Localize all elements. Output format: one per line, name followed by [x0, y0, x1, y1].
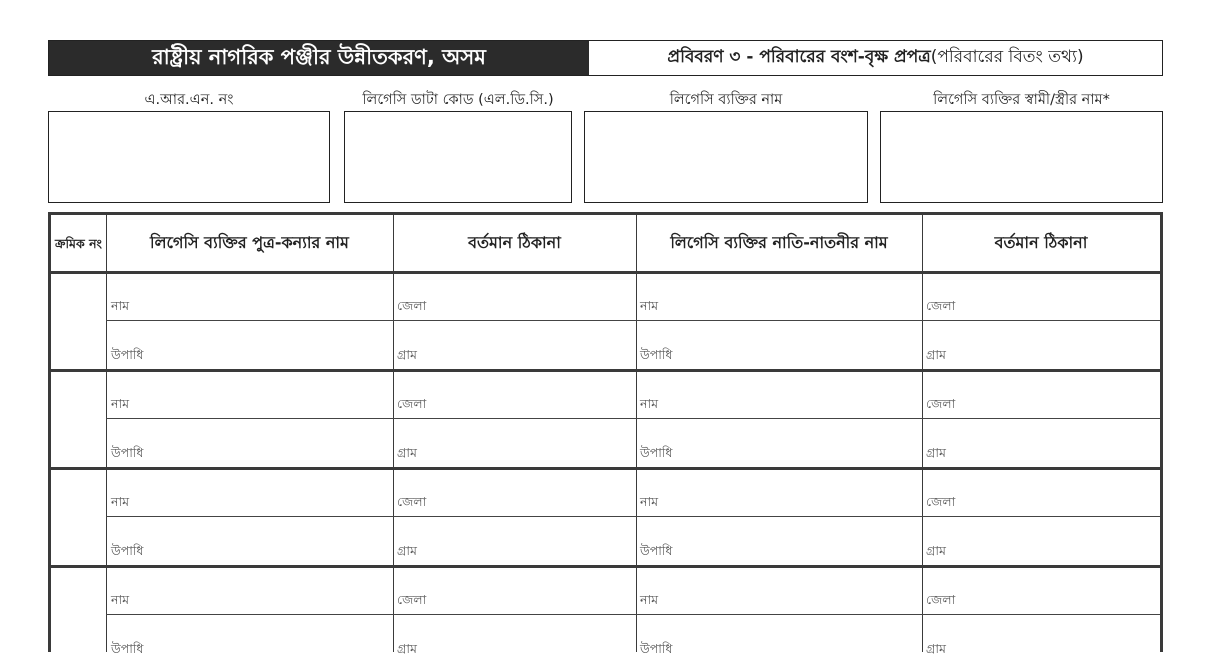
entry-separator: [51, 565, 1160, 568]
child-village-field[interactable]: গ্রাম: [397, 641, 417, 656]
row-separator: [106, 614, 1160, 615]
child-surname-field[interactable]: উপাধি: [111, 445, 144, 460]
table-header-row: [51, 215, 1160, 274]
arn-field[interactable]: [48, 111, 330, 203]
grandchild-district-field[interactable]: জেলা: [926, 396, 956, 411]
row-separator: [106, 516, 1160, 517]
child-village-field[interactable]: গ্রাম: [397, 347, 417, 362]
grandchildren-address-header: বর্তমান ঠিকানা: [994, 232, 1088, 252]
arn-label: এ.আর.এন. নং: [144, 92, 234, 108]
child-surname-field[interactable]: উপাধি: [111, 543, 144, 558]
child-name-field[interactable]: নাম: [111, 494, 130, 509]
child-district-field[interactable]: জেলা: [397, 298, 427, 313]
form-statement: [589, 41, 1162, 75]
entry-separator: [51, 467, 1160, 470]
child-district-field[interactable]: জেলা: [397, 592, 427, 607]
form-header: [48, 40, 1163, 76]
child-name-field[interactable]: নাম: [111, 396, 130, 411]
row-separator: [106, 320, 1160, 321]
serial-no-header: ক্রমিক নং: [55, 235, 102, 251]
column-divider: [636, 215, 637, 652]
ldc-label: লিগেসি ডাটা কোড (এল.ডি.সি.): [362, 92, 554, 108]
grandchild-name-field[interactable]: নাম: [640, 298, 659, 313]
grandchild-district-field[interactable]: জেলা: [926, 592, 956, 607]
entry-separator: [51, 369, 1160, 372]
form-title: রাষ্ট্রীয় নাগরিক পঞ্জীর উন্নীতকরণ, অসম: [49, 41, 589, 75]
legacy-spouse-name-label: লিগেসি ব্যক্তির স্বামী/স্ত্রীর নাম*: [933, 92, 1110, 108]
legacy-spouse-name-field[interactable]: [880, 111, 1163, 203]
grandchild-village-field[interactable]: গ্রাম: [926, 641, 946, 656]
grandchild-name-field[interactable]: নাম: [640, 494, 659, 509]
grandchild-district-field[interactable]: জেলা: [926, 494, 956, 509]
column-divider: [922, 215, 923, 652]
child-village-field[interactable]: গ্রাম: [397, 543, 417, 558]
grandchild-district-field[interactable]: জেলা: [926, 298, 956, 313]
child-district-field[interactable]: জেলা: [397, 396, 427, 411]
children-address-header: বর্তমান ঠিকানা: [468, 232, 561, 252]
statement-title: প্রবিবরণ ৩ - পরিবারের বংশ-বৃক্ষ প্রপত্র: [667, 47, 931, 67]
child-village-field[interactable]: গ্রাম: [397, 445, 417, 460]
column-divider: [393, 215, 394, 652]
family-tree-table: [48, 212, 1163, 656]
legacy-person-name-field[interactable]: [584, 111, 868, 203]
column-divider: [106, 215, 107, 652]
grandchild-village-field[interactable]: গ্রাম: [926, 543, 946, 558]
legacy-person-name-label: লিগেসি ব্যক্তির নাম: [669, 92, 783, 108]
grandchild-surname-field[interactable]: উপাধি: [640, 445, 673, 460]
statement-subtitle: (পরিবারের বিতং তথ্য): [930, 47, 1084, 67]
grandchild-village-field[interactable]: গ্রাম: [926, 445, 946, 460]
child-surname-field[interactable]: উপাধি: [111, 347, 144, 362]
grandchild-surname-field[interactable]: উপাধি: [640, 641, 673, 656]
grandchildren-name-header: লিগেসি ব্যক্তির নাতি-নাতনীর নাম: [670, 232, 888, 252]
child-district-field[interactable]: জেলা: [397, 494, 427, 509]
grandchild-surname-field[interactable]: উপাধি: [640, 347, 673, 362]
grandchild-name-field[interactable]: নাম: [640, 396, 659, 411]
child-name-field[interactable]: নাম: [111, 298, 130, 313]
grandchild-village-field[interactable]: গ্রাম: [926, 347, 946, 362]
grandchild-surname-field[interactable]: উপাধি: [640, 543, 673, 558]
children-name-header: লিগেসি ব্যক্তির পুত্র-কন্যার নাম: [150, 232, 349, 252]
child-surname-field[interactable]: উপাধি: [111, 641, 144, 656]
grandchild-name-field[interactable]: নাম: [640, 592, 659, 607]
row-separator: [106, 418, 1160, 419]
child-name-field[interactable]: নাম: [111, 592, 130, 607]
ldc-field[interactable]: [344, 111, 572, 203]
